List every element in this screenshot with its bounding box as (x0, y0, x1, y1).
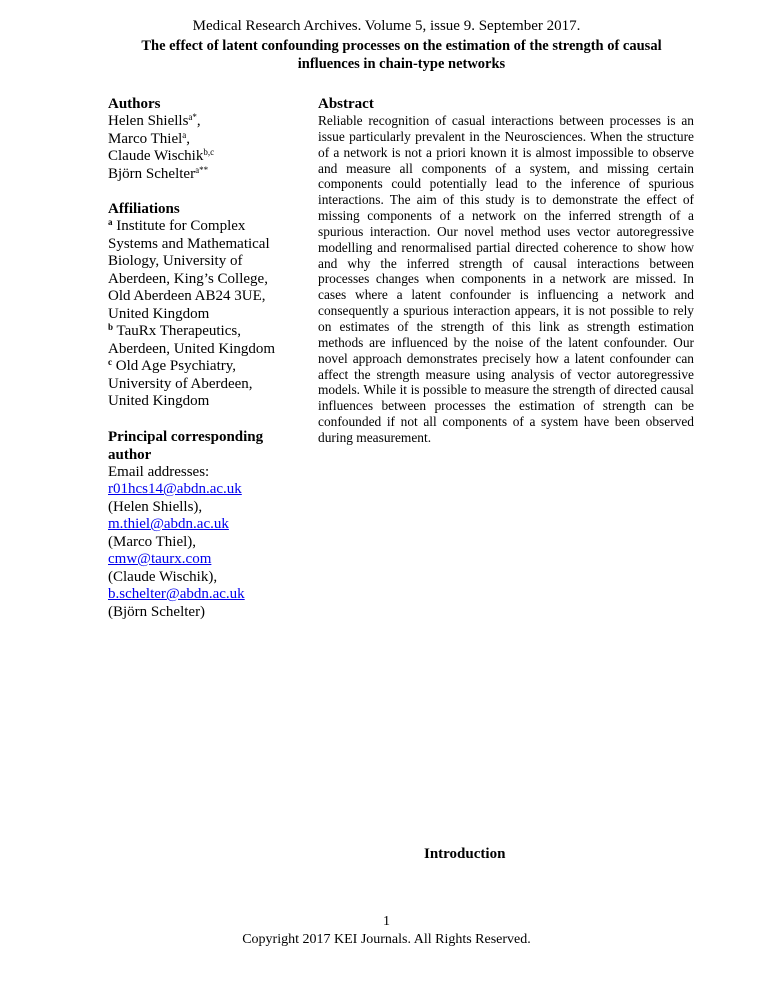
affiliation-line: Aberdeen, King’s College, (108, 270, 268, 287)
affiliation-line: Biology, University of (108, 253, 243, 269)
author-affiliation-mark: b,c (203, 147, 215, 157)
affiliation-line (108, 358, 293, 376)
email-owner: (Marco Thiel), (108, 533, 197, 550)
journal-header: Medical Research Archives. Volume 5, issue 9. September 2017. (192, 18, 581, 34)
author-name: Marco Thiel (108, 130, 183, 147)
author-separator: , (186, 130, 191, 147)
email-link[interactable]: m.thiel@abdn.ac.uk (108, 516, 229, 532)
introduction-heading: Introduction (424, 846, 506, 862)
author-line (108, 113, 293, 131)
section-gap (108, 183, 293, 200)
author-line (108, 166, 293, 184)
corresponding-heading-line: author (108, 446, 152, 463)
affiliation-label: a (108, 217, 113, 227)
affiliation-line: United Kingdom (108, 305, 210, 322)
author-affiliation-mark: a (195, 164, 200, 175)
corresponding-heading-line: Principal corresponding (108, 428, 264, 445)
author-info-column (108, 95, 293, 621)
author-line (108, 131, 293, 149)
affiliation-line (108, 323, 293, 341)
abstract-heading: Abstract (318, 96, 374, 112)
author-corresponding-mark: ** (199, 164, 209, 175)
email-owner: (Helen Shiells), (108, 498, 203, 515)
author-affiliation-mark: a (182, 129, 187, 140)
section-gap (108, 411, 293, 428)
affiliation-line: Aberdeen, United Kingdom (108, 340, 276, 357)
affiliation-line: Systems and Mathematical (108, 235, 270, 252)
affiliations-heading: Affiliations (108, 201, 180, 217)
paper-title (110, 37, 693, 73)
abstract-body: Reliable recognition of casual interactions between processes is an issue particularly prevalent in the Neurosciences. When the structure of a network is not a priori known it is almost impossible to observe and measure all components of a system, and missing certain components could potentially lead to the inference of spurious interactions. The aim of this study is to demonstrate the effect of missing components of a network on the inferred strength of a spurious interaction. Our novel method uses vector autoregressive modelling and renormalised partial directed coherence to show how and why the inferred strength of causal interactions between processes changes when components in a network are missed. In cases where a latent confounder is influencing a network and consequently a spurious interaction appears, it is not possible to rely on estimates of the strength of this link as strength estimation methods are influenced by the noise of the latent confounder. Our novel approach demonstrates precisely how a latent confounder can affect the strength measure using analysis of vector autoregressive models. While it is possible to measure the strength of directed causal influences between processes the estimation of strength can be confounded if not all components of a system have been observed during measurement. (318, 113, 694, 445)
author-name: Björn Schelter (108, 165, 196, 182)
affiliation-text: Institute for Complex (116, 218, 246, 234)
email-link[interactable]: r01hcs14@abdn.ac.uk (108, 481, 242, 497)
affiliation-line: University of Aberdeen, (108, 375, 253, 392)
author-name: Claude Wischik (108, 148, 204, 164)
email-link[interactable]: b.schelter@abdn.ac.uk (108, 586, 245, 602)
paper-title-line-2: influences in chain-type networks (297, 56, 506, 72)
affiliation-line (108, 218, 293, 236)
author-affiliation-mark: a (188, 112, 193, 122)
email-link[interactable]: cmw@taurx.com (108, 551, 212, 567)
affiliation-label: b (108, 322, 114, 332)
author-separator: , (196, 113, 201, 129)
author-name: Helen Shiells (108, 113, 189, 129)
email-owner: (Claude Wischik), (108, 568, 218, 585)
author-line (108, 148, 293, 166)
affiliation-line: United Kingdom (108, 393, 210, 409)
email-label: Email addresses: (108, 463, 210, 480)
affiliation-text: Old Age Psychiatry, (115, 358, 237, 374)
affiliation-text: TauRx Therapeutics, (116, 323, 241, 339)
copyright-notice: Copyright 2017 KEI Journals. All Rights Reserved. (242, 932, 531, 947)
affiliation-line: Old Aberdeen AB24 3UE, (108, 288, 266, 304)
affiliation-label: c (108, 357, 112, 367)
corresponding-author-heading (108, 428, 293, 464)
paper-title-line-1: The effect of latent confounding processes on the estimation of the strength of causal (141, 38, 662, 54)
author-corresponding-mark: * (192, 112, 197, 122)
abstract-column (318, 95, 694, 446)
page-number: 1 (383, 914, 390, 929)
authors-heading: Authors (108, 96, 161, 112)
email-owner: (Björn Schelter) (108, 603, 206, 620)
